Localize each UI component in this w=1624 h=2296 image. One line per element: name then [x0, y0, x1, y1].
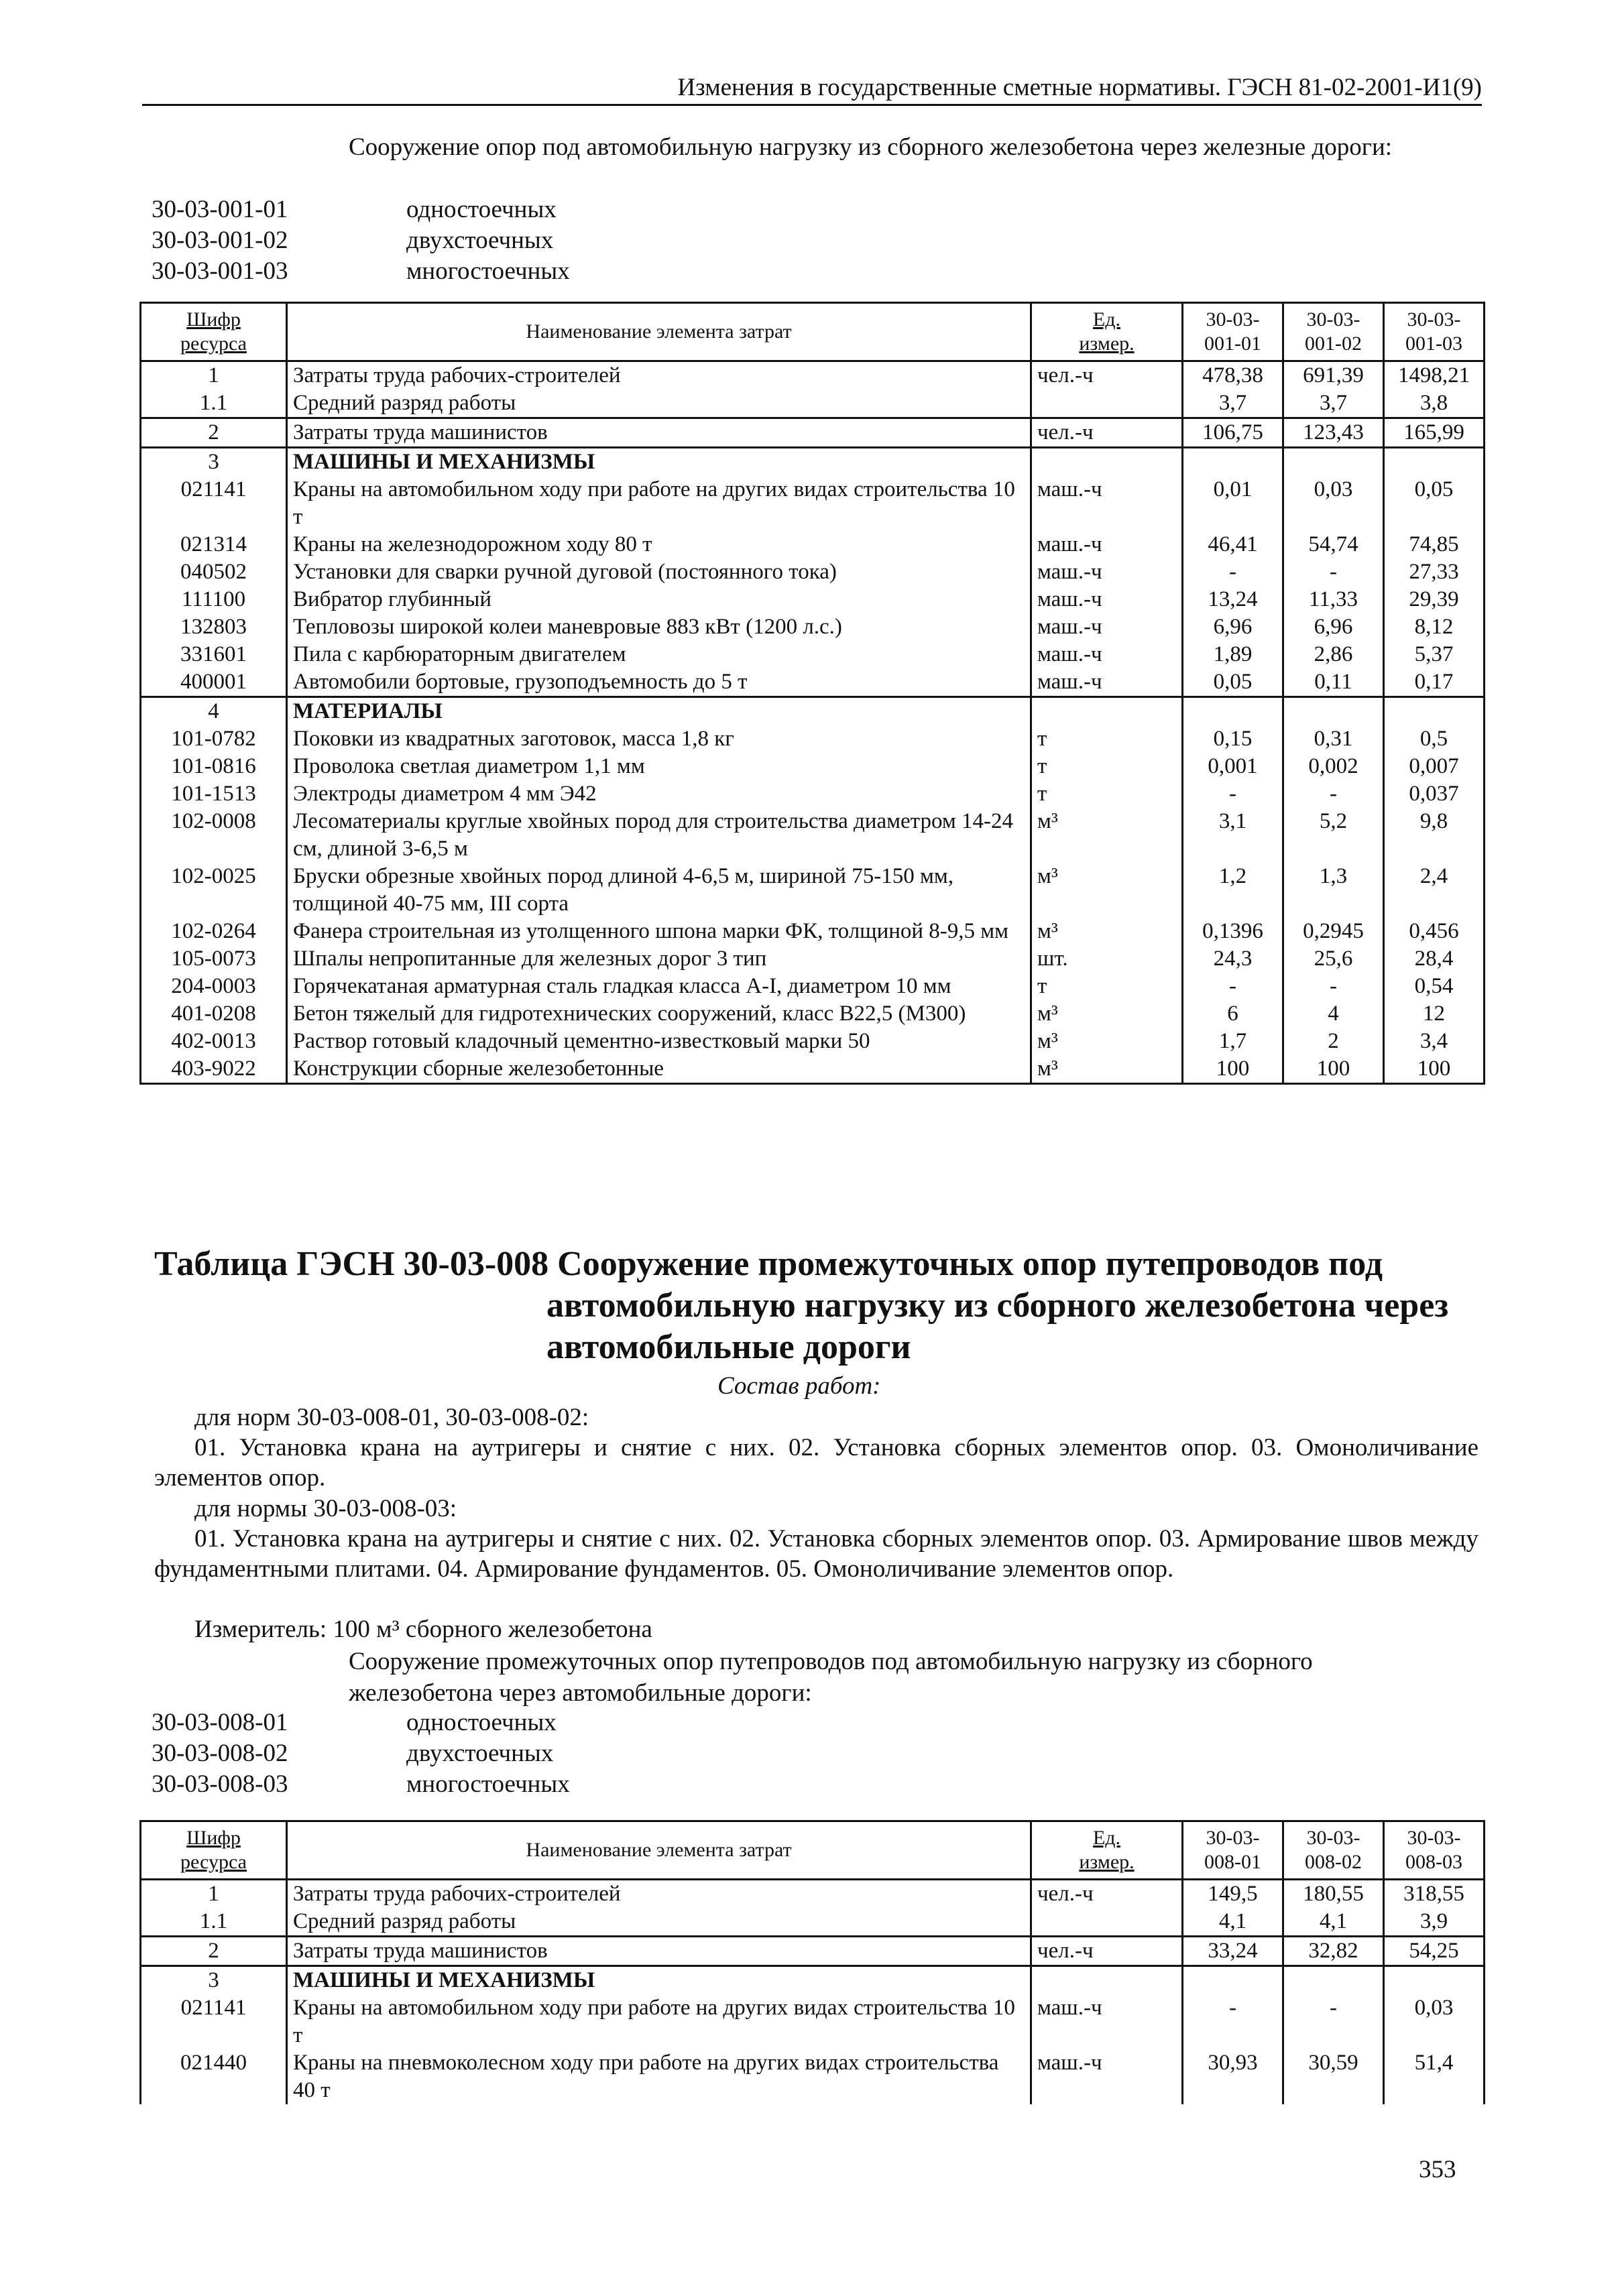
value-col2: 32,82	[1283, 1937, 1384, 1966]
table-row	[141, 476, 1485, 531]
element-name: Пила с карбюраторным двигателем	[287, 641, 1031, 668]
resource-code: 101-0782	[141, 725, 287, 753]
resource-code: 102-0008	[141, 808, 287, 863]
value-col1: -	[1183, 1994, 1283, 2049]
header-name: Наименование элемента затрат	[287, 303, 1031, 361]
element-name: Шпалы непропитанные для железных дорог 3 тип	[287, 945, 1031, 973]
resource-code: 2	[141, 418, 287, 448]
norms-a-text: 01. Установка крана на аутригеры и снятие с них. 02. Установка сборных элементов опор. 03. Омоноличивание элементов опор.	[154, 1434, 1478, 1492]
table-row	[141, 613, 1485, 641]
resource-table-2	[139, 1820, 1485, 2104]
resource-code: 1	[141, 1880, 287, 1909]
resource-code: 021141	[141, 1994, 287, 2049]
value-col1: 0,05	[1183, 668, 1283, 697]
element-name: Горячекатаная арматурная сталь гладкая класса А-I, диаметром 10 мм	[287, 973, 1031, 1000]
table-row	[141, 918, 1485, 945]
value-col3: 2,4	[1384, 863, 1485, 918]
value-col2: 0,11	[1283, 668, 1384, 697]
value-col2	[1283, 448, 1384, 477]
block2-code-list	[152, 1707, 822, 1800]
element-name: Средний разряд работы	[287, 1908, 1031, 1937]
value-col2: 0,03	[1283, 476, 1384, 531]
value-col3: 0,007	[1384, 753, 1485, 780]
value-col1: -	[1183, 558, 1283, 586]
value-col3: 51,4	[1384, 2049, 1485, 2104]
norm-name: двухстоечных	[406, 227, 554, 254]
value-col1: 100	[1183, 1055, 1283, 1084]
value-col3: 165,99	[1384, 418, 1485, 448]
unit: м³	[1031, 1055, 1183, 1084]
norm-name: одностоечных	[406, 1709, 557, 1736]
value-col2: 54,74	[1283, 531, 1384, 558]
unit: маш.-ч	[1031, 531, 1183, 558]
element-name: Конструкции сборные железобетонные	[287, 1055, 1031, 1084]
value-col2: 4	[1283, 1000, 1384, 1028]
value-col3: 9,8	[1384, 808, 1485, 863]
value-col3	[1384, 448, 1485, 477]
element-name: Бруски обрезные хвойных пород длиной 4-6,5 м, шириной 75-150 мм, толщиной 40-75 мм, III сорта	[287, 863, 1031, 918]
unit	[1031, 1908, 1183, 1937]
header-unit: Ед. измер.	[1031, 303, 1183, 361]
table-row	[141, 641, 1485, 668]
element-name: Краны на пневмоколесном ходу при работе на других видах строительства 40 т	[287, 2049, 1031, 2104]
code-row	[152, 1769, 822, 1800]
element-name: МАШИНЫ И МЕХАНИЗМЫ	[287, 448, 1031, 477]
table-row	[141, 448, 1485, 477]
value-col1: 6,96	[1183, 613, 1283, 641]
unit: шт.	[1031, 945, 1183, 973]
norm-code: 30-03-008-02	[152, 1740, 288, 1767]
norms-b-label: для нормы 30-03-008-03:	[194, 1495, 457, 1522]
value-col2	[1283, 1966, 1384, 1995]
element-name: Средний разряд работы	[287, 389, 1031, 418]
value-col3: 318,55	[1384, 1880, 1485, 1909]
resource-code: 101-1513	[141, 780, 287, 808]
unit: т	[1031, 725, 1183, 753]
resource-code: 105-0073	[141, 945, 287, 973]
header-col2: 30-03- 001-02	[1283, 303, 1384, 361]
resource-code: 021314	[141, 531, 287, 558]
value-col1: 4,1	[1183, 1908, 1283, 1937]
norms-a-label: для норм 30-03-008-01, 30-03-008-02:	[194, 1404, 589, 1431]
resource-code: 021141	[141, 476, 287, 531]
table-row	[141, 2049, 1485, 2104]
element-name: Раствор готовый кладочный цементно-известковый марки 50	[287, 1028, 1031, 1055]
value-col2: 4,1	[1283, 1908, 1384, 1937]
value-col1: 46,41	[1183, 531, 1283, 558]
code-row	[152, 225, 822, 256]
resource-code: 101-0816	[141, 753, 287, 780]
unit: м³	[1031, 808, 1183, 863]
unit: маш.-ч	[1031, 641, 1183, 668]
value-col1	[1183, 448, 1283, 477]
code-row	[152, 256, 822, 287]
element-name: Электроды диаметром 4 мм Э42	[287, 780, 1031, 808]
resource-code: 400001	[141, 668, 287, 697]
norm-code: 30-03-001-01	[152, 196, 288, 223]
composition-heading: Состав работ:	[717, 1372, 881, 1400]
element-name: Краны на автомобильном ходу при работе на других видах строительства 10 т	[287, 1994, 1031, 2049]
value-col2: -	[1283, 1994, 1384, 2049]
value-col2: 6,96	[1283, 613, 1384, 641]
resource-code: 021440	[141, 2049, 287, 2104]
value-col2: 0,31	[1283, 725, 1384, 753]
resource-code: 040502	[141, 558, 287, 586]
resource-code: 204-0003	[141, 973, 287, 1000]
resource-code: 111100	[141, 586, 287, 613]
table-row	[141, 1880, 1485, 1909]
norm-name: многостоечных	[406, 257, 570, 285]
element-name: Затраты труда рабочих-строителей	[287, 1880, 1031, 1909]
block1-caption: Сооружение опор под автомобильную нагрузку из сборного железобетона через железные дороги:	[349, 133, 1393, 161]
unit: чел.-ч	[1031, 361, 1183, 390]
resource-code: 102-0025	[141, 863, 287, 918]
value-col1: 1,2	[1183, 863, 1283, 918]
table2-title-line3: автомобильные дороги	[546, 1328, 911, 1366]
resource-code: 3	[141, 1966, 287, 1995]
value-col1: 24,3	[1183, 945, 1283, 973]
resource-code: 403-9022	[141, 1055, 287, 1084]
unit: маш.-ч	[1031, 476, 1183, 531]
table-row	[141, 1966, 1485, 1995]
element-name: Краны на автомобильном ходу при работе на других видах строительства 10 т	[287, 476, 1031, 531]
table-row	[141, 780, 1485, 808]
resource-code: 331601	[141, 641, 287, 668]
unit: м³	[1031, 1000, 1183, 1028]
value-col2: 11,33	[1283, 586, 1384, 613]
value-col2: -	[1283, 558, 1384, 586]
table-header-row	[141, 1821, 1485, 1880]
table-row	[141, 725, 1485, 753]
table-header-row	[141, 303, 1485, 361]
value-col3: 28,4	[1384, 945, 1485, 973]
value-col2: 2	[1283, 1028, 1384, 1055]
value-col2: 2,86	[1283, 641, 1384, 668]
value-col2: 123,43	[1283, 418, 1384, 448]
unit: чел.-ч	[1031, 418, 1183, 448]
value-col3: 54,25	[1384, 1937, 1485, 1966]
value-col2: -	[1283, 780, 1384, 808]
unit: т	[1031, 753, 1183, 780]
table2-title-line2: автомобильную нагрузку из сборного железобетона через	[546, 1286, 1449, 1325]
value-col2: 5,2	[1283, 808, 1384, 863]
value-col1: 478,38	[1183, 361, 1283, 390]
table-row	[141, 1994, 1485, 2049]
value-col1: 1,7	[1183, 1028, 1283, 1055]
value-col2: 180,55	[1283, 1880, 1384, 1909]
value-col3: 3,8	[1384, 389, 1485, 418]
table-row	[141, 753, 1485, 780]
value-col1: 106,75	[1183, 418, 1283, 448]
value-col3: 0,03	[1384, 1994, 1485, 2049]
header-code: Шифр ресурса	[141, 1821, 287, 1880]
value-col1: 3,7	[1183, 389, 1283, 418]
header-col3: 30-03- 001-03	[1384, 303, 1485, 361]
table-row	[141, 586, 1485, 613]
value-col3: 100	[1384, 1055, 1485, 1084]
value-col1: 3,1	[1183, 808, 1283, 863]
value-col2: 100	[1283, 1055, 1384, 1084]
value-col1: 0,1396	[1183, 918, 1283, 945]
value-col3: 0,17	[1384, 668, 1485, 697]
value-col3: 8,12	[1384, 613, 1485, 641]
value-col2: -	[1283, 973, 1384, 1000]
value-col1: 33,24	[1183, 1937, 1283, 1966]
value-col3: 3,4	[1384, 1028, 1485, 1055]
header-unit: Ед. измер.	[1031, 1821, 1183, 1880]
element-name: Затраты труда машинистов	[287, 1937, 1031, 1966]
value-col2	[1283, 697, 1384, 726]
table-row	[141, 945, 1485, 973]
value-col3	[1384, 697, 1485, 726]
norm-code: 30-03-001-03	[152, 257, 288, 285]
value-col1: 0,01	[1183, 476, 1283, 531]
norm-code: 30-03-001-02	[152, 227, 288, 254]
unit	[1031, 448, 1183, 477]
element-name: Тепловозы широкой колеи маневровые 883 кВт (1200 л.с.)	[287, 613, 1031, 641]
unit	[1031, 389, 1183, 418]
code-row	[152, 194, 822, 225]
element-name: МАТЕРИАЛЫ	[287, 697, 1031, 726]
value-col2: 0,2945	[1283, 918, 1384, 945]
element-name: Бетон тяжелый для гидротехнических сооружений, класс В22,5 (М300)	[287, 1000, 1031, 1028]
unit	[1031, 697, 1183, 726]
table2-title	[154, 1244, 1468, 1368]
value-col3: 74,85	[1384, 531, 1485, 558]
value-col1: 149,5	[1183, 1880, 1283, 1909]
value-col2: 30,59	[1283, 2049, 1384, 2104]
value-col2: 691,39	[1283, 361, 1384, 390]
value-col2: 1,3	[1283, 863, 1384, 918]
table-row	[141, 531, 1485, 558]
value-col1: 13,24	[1183, 586, 1283, 613]
header-code: Шифр ресурса	[141, 303, 287, 361]
code-row	[152, 1707, 822, 1738]
element-name: Вибратор глубинный	[287, 586, 1031, 613]
element-name: Проволока светлая диаметром 1,1 мм	[287, 753, 1031, 780]
value-col1: 0,001	[1183, 753, 1283, 780]
element-name: Фанера строительная из утолщенного шпона марки ФК, толщиной 8-9,5 мм	[287, 918, 1031, 945]
value-col3: 0,037	[1384, 780, 1485, 808]
value-col1: 0,15	[1183, 725, 1283, 753]
table-row	[141, 361, 1485, 390]
value-col1	[1183, 697, 1283, 726]
value-col1	[1183, 1966, 1283, 1995]
unit: м³	[1031, 863, 1183, 918]
norms-b-text: 01. Установка крана на аутригеры и снятие с них. 02. Установка сборных элементов опор. 03. Армирование швов между фундаментными плитами. 04. Армирование фундаментов. 05. Омоноличивание элементов опор.	[154, 1525, 1478, 1583]
norm-code: 30-03-008-03	[152, 1770, 288, 1798]
table-row	[141, 808, 1485, 863]
unit: маш.-ч	[1031, 586, 1183, 613]
value-col1: 6	[1183, 1000, 1283, 1028]
value-col1: 30,93	[1183, 2049, 1283, 2104]
resource-code: 2	[141, 1937, 287, 1966]
value-col3	[1384, 1966, 1485, 1995]
code-row	[152, 1738, 822, 1769]
table-row	[141, 1028, 1485, 1055]
norm-name: одностоечных	[406, 196, 557, 223]
resource-code: 4	[141, 697, 287, 726]
resource-code: 102-0264	[141, 918, 287, 945]
header-name: Наименование элемента затрат	[287, 1821, 1031, 1880]
unit: маш.-ч	[1031, 668, 1183, 697]
header-col1: 30-03- 008-01	[1183, 1821, 1283, 1880]
table-row	[141, 1000, 1485, 1028]
resource-table-1	[139, 302, 1485, 1085]
unit: чел.-ч	[1031, 1880, 1183, 1909]
element-name: МАШИНЫ И МЕХАНИЗМЫ	[287, 1966, 1031, 1995]
value-col1: 1,89	[1183, 641, 1283, 668]
value-col3: 0,456	[1384, 918, 1485, 945]
element-name: Автомобили бортовые, грузоподъемность до 5 т	[287, 668, 1031, 697]
unit: т	[1031, 780, 1183, 808]
value-col3: 27,33	[1384, 558, 1485, 586]
norm-code: 30-03-008-01	[152, 1709, 288, 1736]
value-col3: 1498,21	[1384, 361, 1485, 390]
unit: маш.-ч	[1031, 613, 1183, 641]
value-col3: 0,05	[1384, 476, 1485, 531]
resource-code: 401-0208	[141, 1000, 287, 1028]
value-col2: 0,002	[1283, 753, 1384, 780]
table-row	[141, 863, 1485, 918]
norm-name: двухстоечных	[406, 1740, 554, 1767]
element-name: Поковки из квадратных заготовок, масса 1,8 кг	[287, 725, 1031, 753]
unit: м³	[1031, 918, 1183, 945]
block2-caption: Сооружение промежуточных опор путепроводов под автомобильную нагрузку из сборного железобетона через автомобильные дороги:	[349, 1648, 1313, 1707]
element-name: Краны на железнодорожном ходу 80 т	[287, 531, 1031, 558]
element-name: Затраты труда рабочих-строителей	[287, 361, 1031, 390]
value-col3: 12	[1384, 1000, 1485, 1028]
table-row	[141, 1908, 1485, 1937]
value-col3: 29,39	[1384, 586, 1485, 613]
table2-title-line1: Таблица ГЭСН 30-03-008 Сооружение промежуточных опор путепроводов под	[154, 1245, 1383, 1283]
table-row	[141, 558, 1485, 586]
table-row	[141, 1055, 1485, 1084]
value-col2: 3,7	[1283, 389, 1384, 418]
unit: маш.-ч	[1031, 2049, 1183, 2104]
element-name: Лесоматериалы круглые хвойных пород для строительства диаметром 14-24 см, длиной 3-6,5 м	[287, 808, 1031, 863]
measure-line: Измеритель: 100 м³ сборного железобетона	[194, 1616, 652, 1643]
value-col3: 3,9	[1384, 1908, 1485, 1937]
element-name: Установки для сварки ручной дуговой (постоянного тока)	[287, 558, 1031, 586]
unit: маш.-ч	[1031, 558, 1183, 586]
header-col1: 30-03- 001-01	[1183, 303, 1283, 361]
element-name: Затраты труда машинистов	[287, 418, 1031, 448]
page-number: 353	[1419, 2156, 1456, 2183]
running-header: Изменения в государственные сметные нормативы. ГЭСН 81-02-2001-И1(9)	[142, 75, 1482, 106]
unit: маш.-ч	[1031, 1994, 1183, 2049]
value-col3: 5,37	[1384, 641, 1485, 668]
table-row	[141, 389, 1485, 418]
table-row	[141, 973, 1485, 1000]
table-row	[141, 418, 1485, 448]
resource-code: 1	[141, 361, 287, 390]
resource-code: 3	[141, 448, 287, 477]
unit: м³	[1031, 1028, 1183, 1055]
block1-code-list	[152, 194, 822, 287]
value-col1: -	[1183, 973, 1283, 1000]
resource-code: 1.1	[141, 389, 287, 418]
resource-code: 1.1	[141, 1908, 287, 1937]
table-row	[141, 697, 1485, 726]
unit	[1031, 1966, 1183, 1995]
value-col1: -	[1183, 780, 1283, 808]
table-row	[141, 1937, 1485, 1966]
value-col3: 0,5	[1384, 725, 1485, 753]
value-col3: 0,54	[1384, 973, 1485, 1000]
unit: чел.-ч	[1031, 1937, 1183, 1966]
unit: т	[1031, 973, 1183, 1000]
header-col3: 30-03- 008-03	[1384, 1821, 1485, 1880]
resource-code: 132803	[141, 613, 287, 641]
header-col2: 30-03- 008-02	[1283, 1821, 1384, 1880]
value-col2: 25,6	[1283, 945, 1384, 973]
norm-name: многостоечных	[406, 1770, 570, 1798]
table-row	[141, 668, 1485, 697]
resource-code: 402-0013	[141, 1028, 287, 1055]
